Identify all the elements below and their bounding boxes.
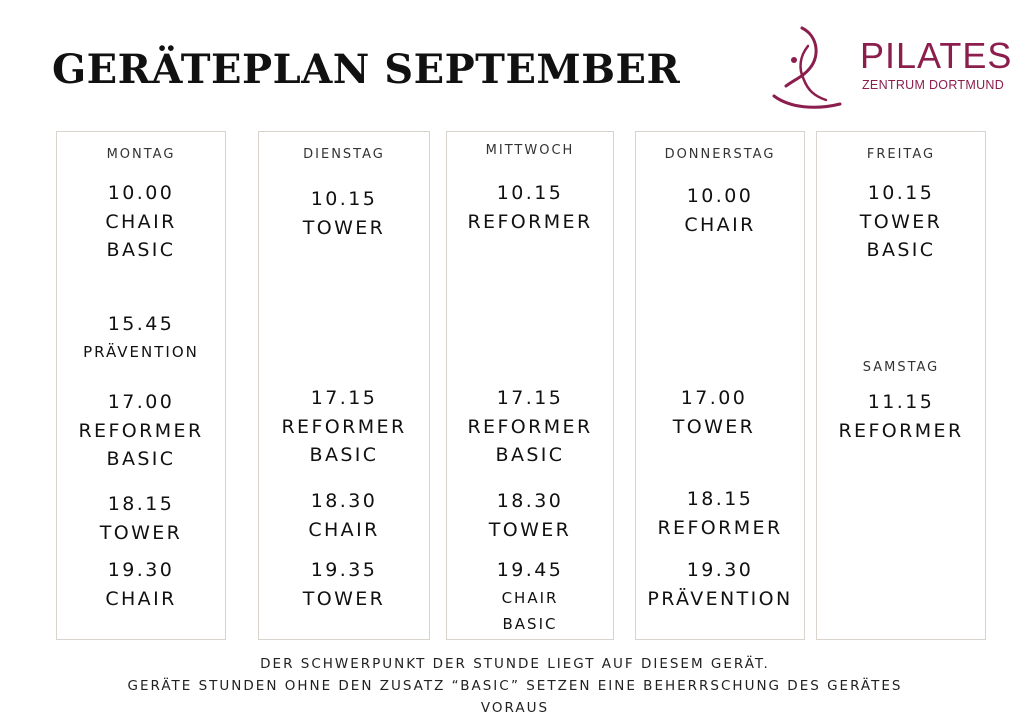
logo-wordmark: PILATES (860, 35, 1013, 76)
class-time: 19.45 (496, 559, 564, 581)
class-time: 17.15 (496, 387, 564, 409)
class-apparatus: REFORMER (467, 415, 593, 438)
logo-subtitle: ZENTRUM DORTMUND (862, 78, 1005, 92)
class-level: BASIC (106, 448, 176, 470)
class-entry (259, 185, 429, 242)
class-time: 11.15 (867, 391, 935, 413)
class-time: 10.15 (310, 188, 378, 210)
day-column-dienstag (258, 131, 430, 640)
class-entry (259, 556, 429, 613)
class-apparatus: TOWER (99, 521, 183, 544)
class-entry (57, 310, 225, 365)
class-entry (636, 485, 804, 542)
class-apparatus: CHAIR (501, 588, 559, 607)
day-label: MONTAG (106, 147, 176, 162)
class-level: BASIC (495, 444, 565, 466)
class-entry (636, 182, 804, 239)
class-entry (626, 556, 814, 613)
class-apparatus: REFORMER (838, 419, 964, 442)
class-entry (447, 384, 613, 470)
class-apparatus: TOWER (488, 518, 572, 541)
class-level: BASIC (106, 239, 176, 261)
class-entry (57, 490, 225, 547)
class-time: 18.15 (686, 488, 754, 510)
page-title: GERÄTEPLAN SEPTEMBER (52, 46, 681, 93)
day-column-donnerstag (635, 131, 805, 640)
pilates-logo (768, 22, 1013, 114)
class-apparatus: CHAIR (684, 213, 756, 236)
class-apparatus: REFORMER (281, 415, 407, 438)
class-apparatus: REFORMER (467, 210, 593, 233)
class-time: 17.00 (680, 387, 748, 409)
class-apparatus: TOWER (302, 216, 386, 239)
pilates-figure-icon (768, 22, 860, 114)
class-time: 19.30 (107, 559, 175, 581)
class-entry (259, 384, 429, 470)
footer-note-3: VORAUS (480, 700, 550, 716)
class-time: 18.30 (310, 490, 378, 512)
class-entry (624, 384, 804, 441)
class-apparatus: PRÄVENTION (647, 587, 793, 610)
class-time: 18.30 (496, 490, 564, 512)
class-level: BASIC (866, 239, 936, 261)
class-apparatus: REFORMER (78, 419, 204, 442)
class-entry (817, 179, 985, 265)
class-apparatus: PRÄVENTION (83, 342, 199, 361)
class-apparatus: CHAIR (308, 518, 380, 541)
footer-note-2: GERÄTE STUNDEN OHNE DEN ZUSATZ “BASIC” SETZEN EINE BEHERRSCHUNG DES GERÄTES (127, 678, 903, 694)
class-entry (447, 556, 613, 637)
day-label: DONNERSTAG (664, 147, 776, 162)
class-entry (57, 388, 225, 474)
class-apparatus: TOWER (672, 415, 756, 438)
class-apparatus: TOWER (302, 587, 386, 610)
day-label: DIENSTAG (303, 147, 385, 162)
class-entry (447, 179, 613, 236)
class-apparatus: CHAIR (105, 210, 177, 233)
class-apparatus: CHAIR (105, 587, 177, 610)
day-column-mittwoch (446, 131, 614, 640)
class-entry (259, 487, 429, 544)
class-entry (447, 487, 613, 544)
class-time: 10.00 (107, 182, 175, 204)
day-label: SAMSTAG (862, 360, 940, 375)
day-column-freitag (816, 131, 986, 640)
class-level: BASIC (502, 614, 558, 633)
class-time: 18.15 (107, 493, 175, 515)
class-level: BASIC (309, 444, 379, 466)
class-time: 10.15 (867, 182, 935, 204)
day-column-montag (56, 131, 226, 640)
day-label: FREITAG (866, 147, 936, 162)
class-apparatus: REFORMER (657, 516, 783, 539)
class-time: 15.45 (107, 313, 175, 335)
class-entry (57, 556, 225, 613)
class-entry (817, 388, 985, 445)
day-label: MITTWOCH (485, 143, 575, 158)
class-time: 10.15 (496, 182, 564, 204)
class-apparatus: TOWER (859, 210, 943, 233)
class-entry (57, 179, 225, 265)
class-time: 19.35 (310, 559, 378, 581)
class-time: 19.30 (686, 559, 754, 581)
footer-note-1: DER SCHWERPUNKT DER STUNDE LIEGT AUF DIESEM GERÄT. (260, 656, 770, 672)
class-time: 17.15 (310, 387, 378, 409)
class-time: 10.00 (686, 185, 754, 207)
class-time: 17.00 (107, 391, 175, 413)
